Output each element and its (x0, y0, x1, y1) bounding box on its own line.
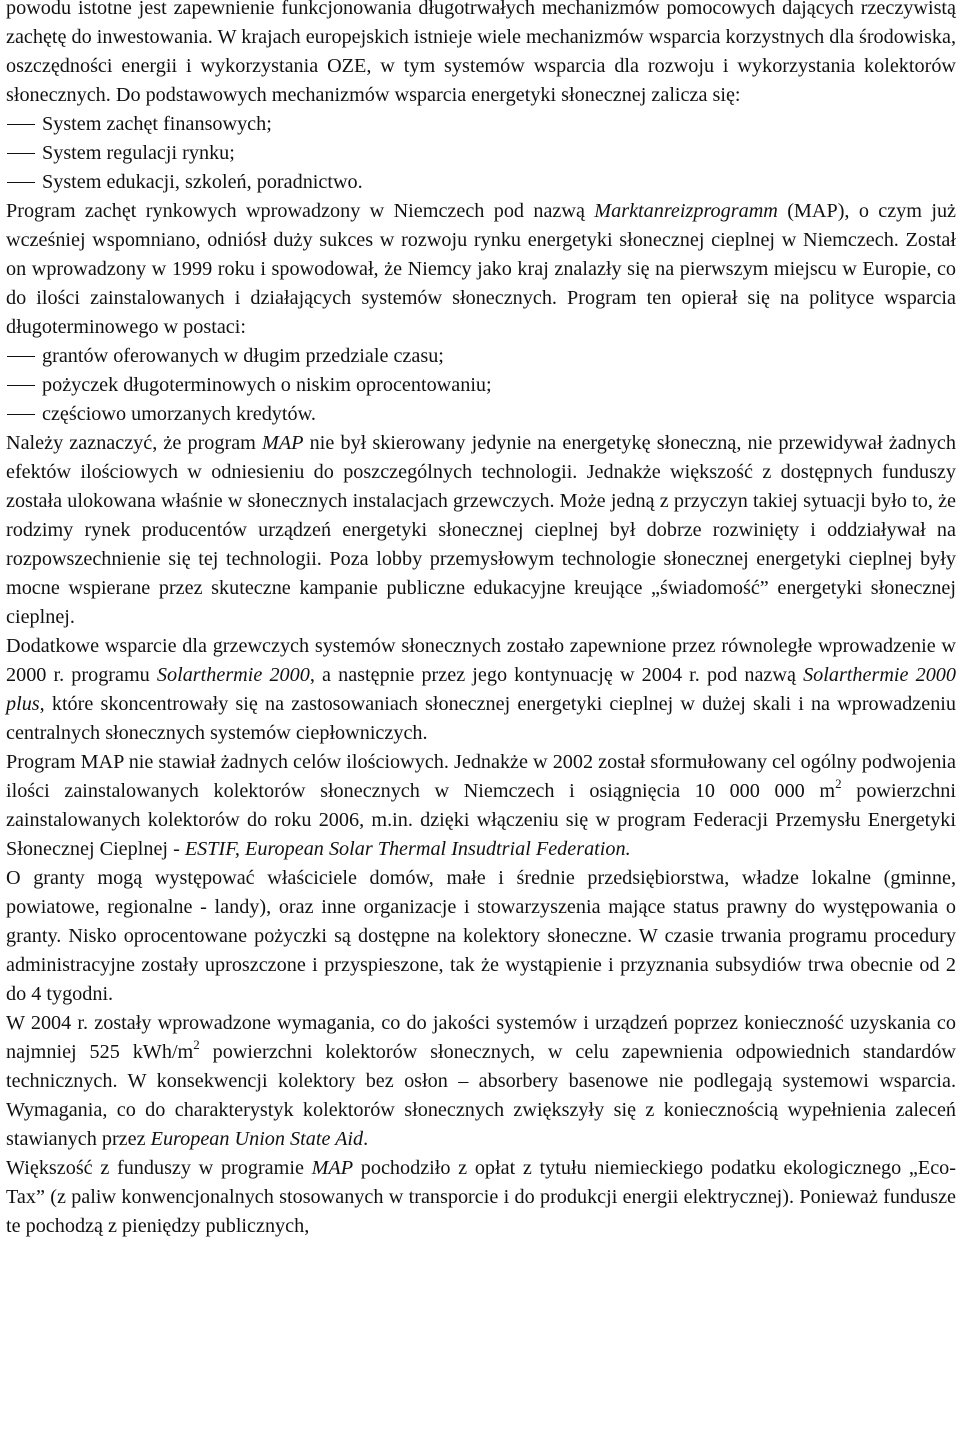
paragraph-5 (6, 748, 956, 864)
paragraph-3 (6, 429, 956, 632)
paragraph-8-text-a: Większość z funduszy w programie (6, 1157, 312, 1179)
list-item: System zachęt finansowych; (6, 110, 956, 139)
long-term-support-list (6, 342, 956, 429)
list-item: pożyczek długoterminowych o niskim oprocentowaniu; (6, 371, 956, 400)
paragraph-8-text-c: pochodziło z opłat z tytułu niemieckiego podatku ekologicznego „Eco-Tax” (z paliw konwencjonalnych stosowanych w transporcie i do produkcji energii elektrycznej). Ponieważ fundusze te pochodzą z pieniędzy publicznych, (6, 1157, 956, 1237)
paragraph-7-text-d: . (363, 1128, 369, 1150)
paragraph-4-text-e: , które skoncentrowały się na zastosowaniach słonecznej energetyki cieplnej w dużej skali i na wprowadzeniu centralnych słonecznych systemów ciepłowniczych. (6, 693, 956, 744)
paragraph-1-text: powodu istotne jest zapewnienie funkcjonowania długotrwałych mechanizmów pomocowych dających rzeczywistą zachętę do inwestowania. W krajach europejskich istnieje wiele mechanizmów wsparcia korzystnych dla środowiska, oszczędności energii i wykorzystania OZE, w tym systemów wsparcia dla rozwoju i wykorzystania kolektorów słonecznych. Do podstawowych mechanizmów wsparcia energetyki słonecznej zalicza się: (6, 0, 956, 106)
paragraph-3-text-a: Należy zaznaczyć, że program (6, 432, 263, 454)
paragraph-4-italic-term-2: Solarthermie 2000 plus (6, 664, 956, 715)
superscript: 2 (835, 776, 842, 791)
support-mechanisms-list (6, 110, 956, 197)
list-item: częściowo umorzanych kredytów. (6, 400, 956, 429)
paragraph-5-italic-term: - ESTIF, European Solar Thermal Insudtrial Federation. (173, 838, 631, 860)
paragraph-5-text-b: powierzchni zainstalowanych kolektorów do roku 2006, m.in. dzięki włączeniu się w program Federacji Przemysłu Energetyki Słonecznej Cieplnej (6, 780, 956, 860)
paragraph-2-text-c: (MAP), o czym już wcześniej wspomniano, odniósł duży sukces w rozwoju rynku energetyki słonecznej cieplnej w Niemczech. Został on wprowadzony w 1999 roku i spowodował, że Niemcy jako kraj znalazły się na pierwszym miejscu w Europie, co do ilości zainstalowanych i działających systemów słonecznych. Program ten opierał się na polityce wsparcia długoterminowego w postaci: (6, 200, 956, 338)
paragraph-2-italic-term: Marktanreizprogramm (594, 200, 778, 222)
paragraph-3-italic-term: MAP (262, 432, 304, 454)
paragraph-6-text: O granty mogą występować właściciele domów, małe i średnie przedsiębiorstwa, władze lokalne (gminne, powiatowe, regionalne - landy), oraz inne organizacje i stowarzyszenia mające status prawny do występowania o granty. Nisko oprocentowane pożyczki są dostępne na kolektory słoneczne. W czasie trwania programu procedury administracyjne zostały uproszczone i przyspieszone, tak że wystąpienie i przyznania subsydiów trwa obecnie od 2 do 4 tygodni. (6, 867, 956, 1005)
paragraph-8-italic-term: MAP (311, 1157, 354, 1179)
paragraph-7-italic-term: European Union State Aid (150, 1128, 364, 1150)
paragraph-4-italic-term-1: Solarthermie 2000 (156, 664, 310, 686)
paragraph-1 (6, 0, 956, 110)
document-page (6, 0, 956, 1241)
paragraph-6 (6, 864, 956, 1009)
paragraph-4-text-a: Dodatkowe wsparcie dla grzewczych systemów słonecznych zostało zapewnione przez równoległe wprowadzenie w 2000 r. programu (6, 635, 956, 686)
paragraph-8 (6, 1154, 956, 1241)
paragraph-7-text-b: powierzchni kolektorów słonecznych, w celu zapewnienia odpowiednich standardów technicznych. W konsekwencji kolektory bez osłon – absorbery basenowe nie podlegają systemowi wsparcia. Wymagania, co do charakterystyk kolektorów słonecznych zwiększyły się z koniecznością wypełnienia zaleceń stawianych przez (6, 1041, 956, 1150)
superscript: 2 (193, 1037, 200, 1052)
paragraph-7 (6, 1009, 956, 1154)
paragraph-2 (6, 197, 956, 342)
list-item: grantów oferowanych w długim przedziale czasu; (6, 342, 956, 371)
paragraph-4 (6, 632, 956, 748)
paragraph-7-text-a: W 2004 r. zostały wprowadzone wymagania, co do jakości systemów i urządzeń poprzez konieczność uzyskania co najmniej 525 kWh/m (6, 1012, 956, 1063)
paragraph-4-text-c: , a następnie przez jego kontynuację w 2004 r. pod nazwą (309, 664, 804, 686)
paragraph-3-text-c: nie był skierowany jedynie na energetykę słoneczną, nie przewidywał żadnych efektów ilościowych w odniesieniu do poszczególnych technologii. Jednakże większość z dostępnych funduszy została ulokowana właśnie w słonecznych instalacjach grzewczych. Może jedną z przyczyn takiej sytuacji było to, że rodzimy rynek producentów urządzeń energetyki słonecznej cieplnej był dobrze rozwinięty i oddziaływał na rozpowszechnienie się tej technologii. Poza lobby przemysłowym technologie słonecznej energetyki cieplnej były mocne wspierane przez skuteczne kampanie publiczne edukacyjne kreujące „świadomość” energetyki słonecznej cieplnej. (6, 432, 956, 628)
paragraph-2-text-a: Program zachęt rynkowych wprowadzony w Niemczech pod nazwą (6, 200, 595, 222)
list-item: System regulacji rynku; (6, 139, 956, 168)
list-item: System edukacji, szkoleń, poradnictwo. (6, 168, 956, 197)
paragraph-5-text-a: Program MAP nie stawiał żadnych celów ilościowych. Jednakże w 2002 został sformułowany cel ogólny podwojenia ilości zainstalowanych kolektorów słonecznych w Niemczech i osiągnięcia 10 000 000 m (6, 751, 956, 802)
